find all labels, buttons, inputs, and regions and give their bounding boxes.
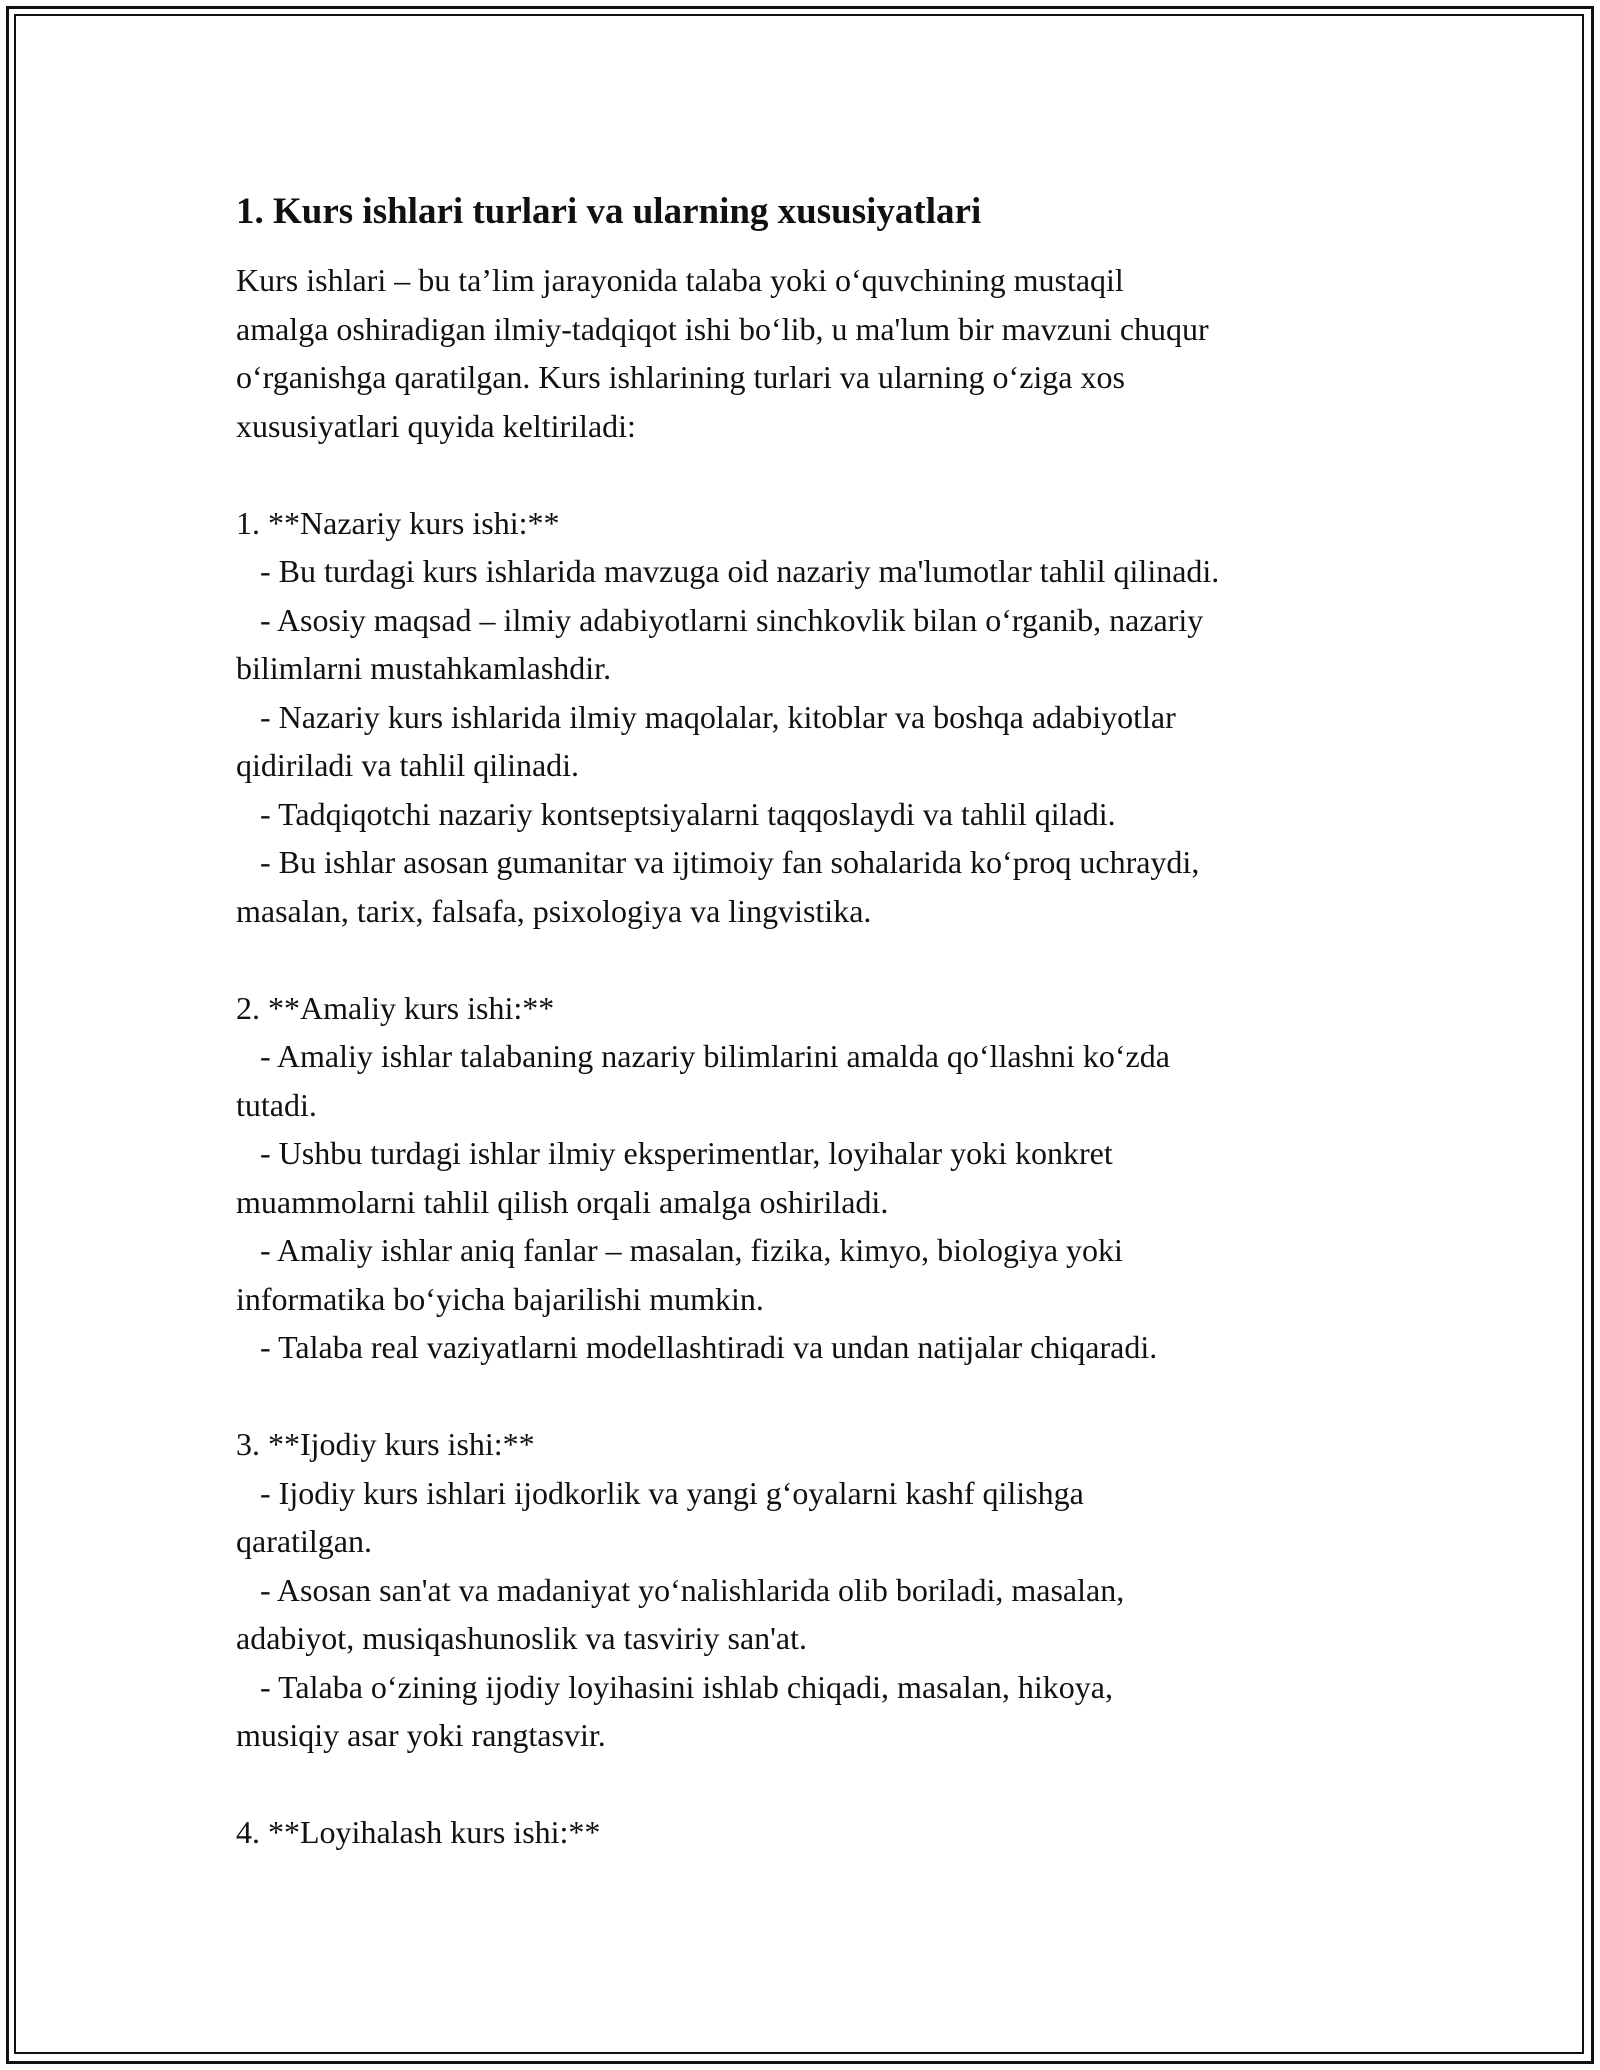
section-line: - Asosiy maqsad – ilmiy adabiyotlarni sinchkovlik bilan o‘rganib, nazariy (236, 601, 1204, 638)
section-heading: 2. **Amaliy kurs ishi:** (236, 989, 555, 1026)
section-line: qaratilgan. (236, 1523, 372, 1559)
section-line: - Amaliy ishlar talabaning nazariy bilimlarini amalda qo‘llashni ko‘zda (236, 1038, 1170, 1074)
document-title: 1. Kurs ishlari turlari va ularning xususiyatlari (236, 191, 982, 232)
document-body (236, 188, 1376, 1857)
section-line: informatika bo‘yicha bajarilishi mumkin. (236, 1280, 764, 1317)
section-line: qidiriladi va tahlil qilinadi. (236, 747, 580, 783)
section-line: - Bu turdagi kurs ishlarida mavzuga oid nazariy ma'lumotlar tahlil qilinadi. (236, 553, 1220, 589)
section-heading: 1. **Nazariy kurs ishi:** (236, 504, 560, 541)
section-line: - Ijodiy kurs ishlari ijodkorlik va yangi g‘oyalarni kashf qilishga (236, 1474, 1084, 1511)
section-line: - Asosan san'at va madaniyat yo‘nalishlarida olib boriladi, masalan, (236, 1571, 1125, 1608)
intro-paragraph (236, 256, 1376, 450)
blank-line (236, 935, 1376, 984)
section-line: - Tadqiqotchi nazariy kontseptsiyalarni taqqoslaydi va tahlil qiladi. (236, 795, 1116, 832)
intro-line: Kurs ishlari – bu ta’lim jarayonida talaba yoki o‘quvchining mustaqil (236, 262, 1124, 298)
section-line: adabiyot, musiqashunoslik va tasviriy san'at. (236, 1620, 808, 1656)
section-ijodiy (236, 1420, 1376, 1760)
section-line: - Talaba real vaziyatlarni modellashtiradi va undan natijalar chiqaradi. (236, 1329, 1158, 1365)
section-heading: 3. **Ijodiy kurs ishi:** (236, 1426, 535, 1462)
section-line: tutadi. (236, 1086, 317, 1123)
section-loyihalash (236, 1808, 1376, 1857)
section-line: bilimlarni mustahkamlashdir. (236, 650, 612, 686)
blank-line (236, 450, 1376, 499)
blank-line (236, 1760, 1376, 1809)
section-nazariy (236, 499, 1376, 936)
section-line: - Bu ishlar asosan gumanitar va ijtimoiy fan sohalarida ko‘proq uchraydi, (236, 844, 1200, 880)
section-line: - Nazariy kurs ishlarida ilmiy maqolalar, kitoblar va boshqa adabiyotlar (236, 698, 1176, 735)
intro-line: o‘rganishga qaratilgan. Kurs ishlarining turlari va ularning o‘ziga xos (236, 359, 1125, 395)
section-line: masalan, tarix, falsafa, psixologiya va lingvistika. (236, 892, 872, 929)
section-line: muammolarni tahlil qilish orqali amalga oshiriladi. (236, 1183, 889, 1220)
intro-line: amalga oshiradigan ilmiy-tadqiqot ishi bo‘lib, u ma'lum bir mavzuni chuqur (236, 310, 1209, 347)
intro-line: xususiyatlari quyida keltiriladi: (236, 407, 636, 444)
section-heading: 4. **Loyihalash kurs ishi:** (236, 1814, 601, 1850)
section-line: - Talaba o‘zining ijodiy loyihasini ishlab chiqadi, masalan, hikoya, (236, 1668, 1113, 1705)
blank-line (236, 1372, 1376, 1421)
section-line: - Ushbu turdagi ishlar ilmiy eksperimentlar, loyihalar yoki konkret (236, 1135, 1113, 1171)
section-amaliy (236, 984, 1376, 1372)
section-line: - Amaliy ishlar aniq fanlar – masalan, fizika, kimyo, biologiya yoki (236, 1232, 1123, 1268)
section-line: musiqiy asar yoki rangtasvir. (236, 1717, 606, 1753)
